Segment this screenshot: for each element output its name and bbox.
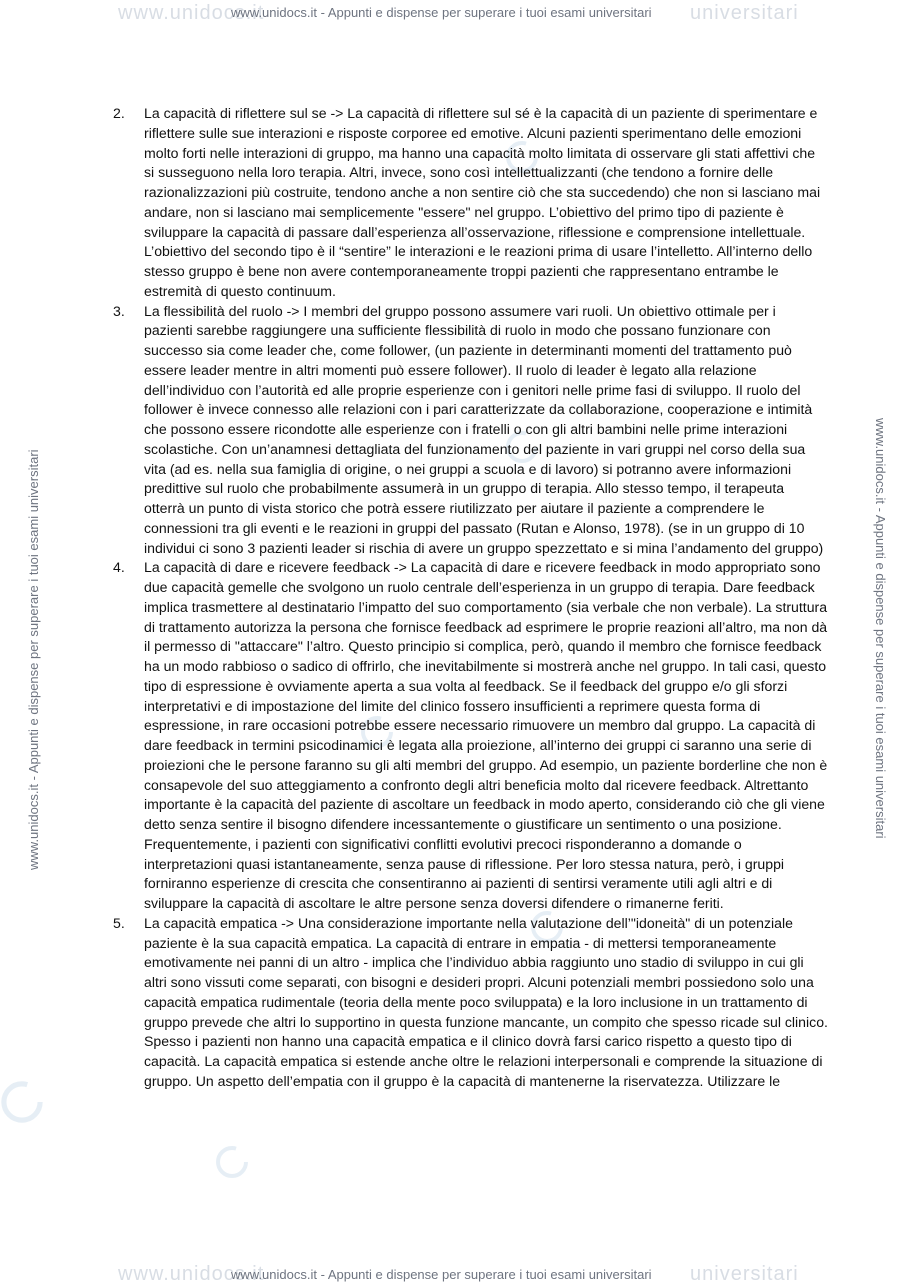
- unidocs-logo-icon: [215, 1145, 249, 1179]
- list-item-number: 5.: [113, 914, 125, 931]
- list-item-text: La flessibilità del ruolo -> I membri del gruppo possono assumere vari ruoli. Un obiettivo ottimale per i pazienti sarebbe raggiungere una sufficiente flessibilità di ruolo in modo che possano funzionare con successo sia come leader che, come follower, (un paziente in determinanti momenti del trattamento può essere leader mentre in altri momenti può essere follower). Il ruolo di leader è legato alla relazione dell’individuo con l’autorità ed alle proprie esperienze con i genitori nelle prime fasi di sviluppo. Il ruolo del follower è invece connesso alle relazioni con i pari caratterizzate da collaborazione, cooperazione e intimità che possono essere ricondotte alle esperienze con i fratelli o con gli altri bambini nelle prime interazioni scolastiche. Con un’anamnesi dettagliata del funzionamento del paziente in vari gruppi nel corso della sua vita (ad es. nella sua famiglia di origine, o nei gruppi a scuola e di lavoro) si potranno avere informazioni predittive sul ruolo che probabilmente assumerà in un gruppo di terapia. Allo stesso tempo, il terapeuta otterrà un punto di vista storico che potrà essere riutilizzato per aiutare il paziente a comprendere le connessioni tra gli eventi e le reazioni in gruppi del passato (Rutan e Alonso, 1978). (se in un gruppo di 10 individui ci sono 3 pazienti leader si rischia di avere un gruppo spezzettato e si mina l’andamento del gruppo): [144, 302, 824, 556]
- list-item-text: La capacità di riflettere sul se -> La capacità di riflettere sul sé è la capacità di un paziente di sperimentare e riflettere sulle sue interazioni e risposte corporee ed emotive. Alcuni pazienti sperimentano delle emozioni molto forti nelle interazioni di gruppo, ma hanno una capacità molto limitata di osservare gli stati affettivi che si susseguono nella loro terapia. Altri, invece, sono così intellettualizzanti (che tendono a fornire delle razionalizzazioni più costruite, tendono anche a non sentire ciò che sta succedendo) che non si lasciano mai andare, non si lasciano mai semplicemente "essere" nel gruppo. L’obiettivo del primo tipo di paziente è sviluppare la capacità di passare dall’esperienza all’osservazione, riflessione e comprensione intellettuale. L’obiettivo del secondo tipo è il “sentire” le interazioni e le reazioni prima di usare l’intelletto. All’interno dello stesso gruppo è bene non avere contemporaneamente troppi pazienti che rappresentano entrambe le estremità di questo continuum.: [144, 105, 821, 299]
- list-item: [113, 302, 828, 559]
- header-watermark: www.unidocs.it - Appunti e dispense per superare i tuoi esami universitari: [231, 5, 652, 20]
- faint-watermark-bottom-right: universitari: [690, 1263, 799, 1285]
- list-item-number: 3.: [113, 302, 125, 319]
- list-item-number: 4.: [113, 559, 125, 576]
- list-item-number: 2.: [113, 105, 125, 121]
- unidocs-logo-icon: [0, 1080, 44, 1124]
- right-side-watermark: www.unidocs.it - Appunti e dispense per superare i tuoi esami universitari: [873, 418, 888, 839]
- left-side-watermark: www.unidocs.it - Appunti e dispense per superare i tuoi esami universitari: [26, 449, 41, 870]
- faint-watermark-bottom: www.unidocs.it: [118, 1263, 265, 1285]
- list-item: [113, 914, 828, 1092]
- list-item-text: La capacità empatica -> Una considerazione importante nella valutazione dell’"idoneità" di un potenziale paziente è la sua capacità empatica. La capacità di entrare in empatia - di mettersi temporaneamente emotivamente nei panni di un altro - implica che l’individuo abbia raggiunto uno stadio di sviluppo in cui gli altri sono vissuti come separati, con bisogni e desideri propri. Alcuni potenziali membri possiedono solo una capacità empatica rudimentale (teoria della mente poco sviluppata) e la loro inclusione in un trattamento di gruppo prevede che altri lo supportino in questa funzione mancante, un compito che spesso ricade sul clinico. Spesso i pazienti non hanno una capacità empatica e il clinico dovrà farsi carico rispetto a questo tipo di capacità. La capacità empatica si estende anche oltre le relazioni interpersonali e comprende la situazione di gruppo. Un aspetto dell’empatia con il gruppo è la capacità di mantenerne la riservatezza. Utilizzare le: [144, 914, 828, 1089]
- list-item: [113, 104, 828, 302]
- numbered-list: [113, 104, 828, 1092]
- list-item: [113, 558, 828, 914]
- footer-watermark: www.unidocs.it - Appunti e dispense per superare i tuoi esami universitari: [231, 1267, 652, 1282]
- faint-watermark-top-right: universitari: [690, 2, 799, 24]
- list-item-text: La capacità di dare e ricevere feedback -> La capacità di dare e ricevere feedback in modo appropriato sono due capacità gemelle che svolgono un ruolo centrale dell’esperienza in un gruppo di terapia. Dare feedback implica trasmettere al destinatario l’impatto del suo comportamento (sia verbale che non verbale). La struttura di trattamento autorizza la persona che fornisce feedback ad esprimere le proprie reazioni all’altro, ma non dà il permesso di "attaccare" l’altro. Questo principio si complica, però, quando il membro che fornisce feedback ha un modo rabbioso o sadico di offrirlo, che inevitabilmente si mostrerà anche nel gruppo. In tali casi, questo tipo di espressione è ovviamente aperta a sua volta al feedback. Se il feedback del gruppo e/o gli sforzi interpretativi e di impostazione del limite del clinico fossero insufficienti a reprimere questa forma di espressione, in rare occasioni potrebbe essere necessario rimuovere un membro dal gruppo. La capacità di dare feedback in termini psicodinamici è legata alla proiezione, all’interno dei gruppi ci saranno una serie di proiezioni che le persone faranno su gli alti membri del gruppo. Ad esempio, un paziente borderline che non è consapevole del suo atteggiamento a confronto degli altri beneficia molto dal ricevere feedback. Altrettanto importante è la capacità del paziente di ascoltare un feedback in modo aperto, considerando ciò che gli viene detto senza sentire il bisogno difendere incessantemente o giustificare un sentimento o una posizione. Frequentemente, i pazienti con significativi conflitti evolutivi precoci risponderanno a domande o interpretazioni quasi istantaneamente, senza pause di riflessione. Per loro stessa natura, però, i gruppi forniranno esperienze di crescita che consentiranno ai pazienti di sentirsi veramente utili agli altri e di sviluppare la capacità di ascoltare le altre persone senza doversi difendere o rimanerne feriti.: [144, 559, 828, 911]
- faint-watermark-top: www.unidocs.it: [118, 2, 265, 24]
